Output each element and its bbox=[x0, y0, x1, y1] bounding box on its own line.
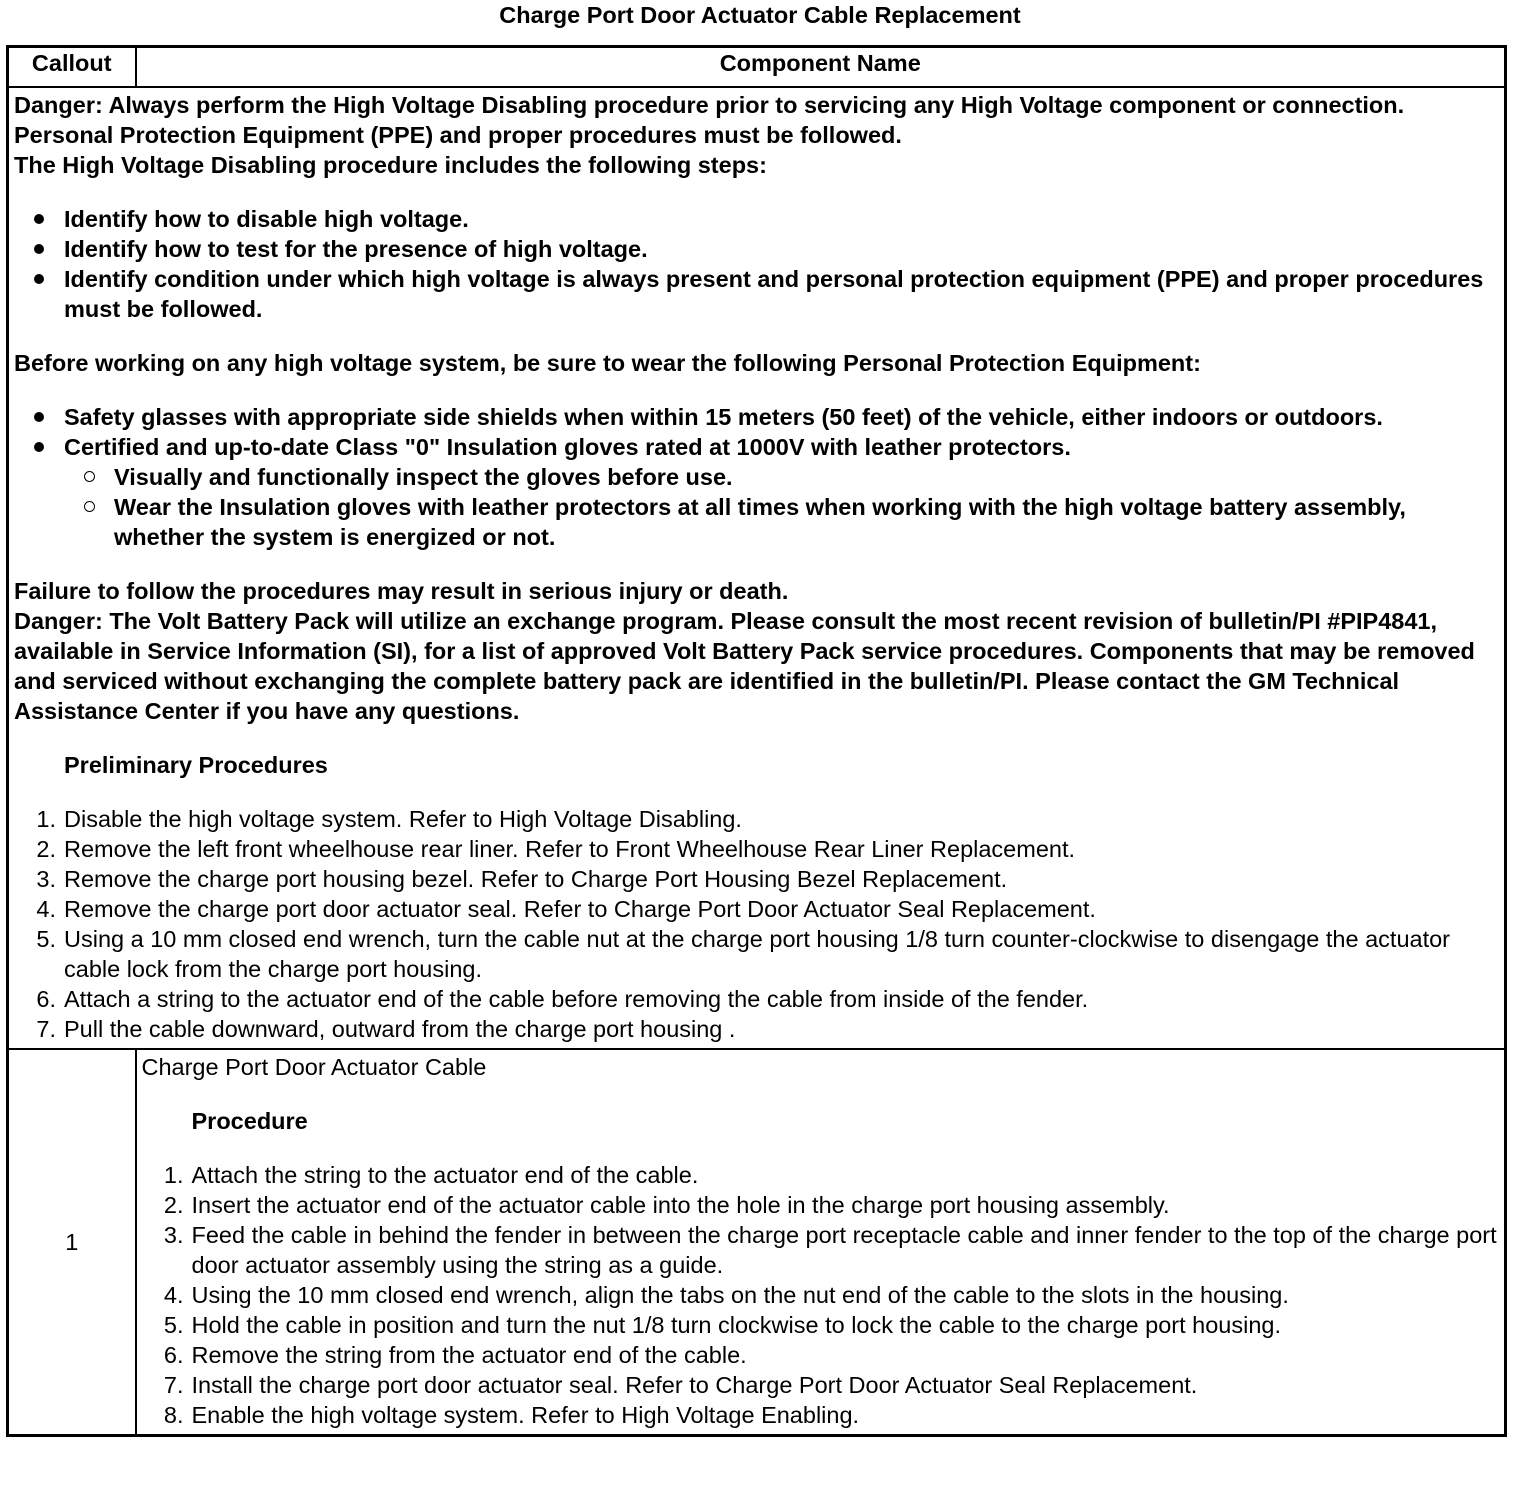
list-item bbox=[142, 1190, 1499, 1220]
list-item: Safety glasses with appropriate side shields when within 15 meters (50 feet) of the vehicle, either indoors or outdoors. bbox=[14, 402, 1498, 432]
step-text: Remove the charge port door actuator seal. Refer to Charge Port Door Actuator Seal Replacement. bbox=[64, 896, 1096, 922]
list-item bbox=[142, 1340, 1499, 1370]
step-text: Remove the string from the actuator end of the cable. bbox=[191, 1342, 747, 1368]
step-text: Attach a string to the actuator end of the cable before removing the cable from inside of the fender. bbox=[64, 986, 1089, 1012]
list-item bbox=[142, 1400, 1499, 1430]
step-text: Using the 10 mm closed end wrench, align the tabs on the nut end of the cable to the slots in the housing. bbox=[191, 1282, 1289, 1308]
step-number: 8. bbox=[163, 1402, 184, 1428]
list-item bbox=[14, 894, 1498, 924]
component-table bbox=[6, 45, 1507, 1437]
callout-number: 1 bbox=[8, 1049, 136, 1436]
list-item bbox=[14, 432, 1498, 552]
preliminary-procedures-heading: Preliminary Procedures bbox=[64, 752, 328, 778]
list-item: Identify condition under which high voltage is always present and personal protection equipment (PPE) and proper procedures must be followed. bbox=[14, 264, 1498, 324]
ppe-sub-list bbox=[64, 462, 1498, 552]
sub-list-item: Wear the Insulation gloves with leather protectors at all times when working with the high voltage battery assembly, whether the system is energized or not. bbox=[64, 492, 1498, 552]
list-item bbox=[14, 984, 1498, 1014]
list-item bbox=[142, 1220, 1499, 1280]
list-item bbox=[142, 1310, 1499, 1340]
table-row bbox=[8, 1049, 1506, 1436]
list-item bbox=[14, 1014, 1498, 1044]
table-header-row bbox=[8, 47, 1506, 88]
step-number: 1. bbox=[36, 806, 56, 832]
step-number: 4. bbox=[163, 1282, 184, 1308]
list-item bbox=[14, 834, 1498, 864]
safety-intro-row bbox=[8, 87, 1506, 1049]
step-number: 2. bbox=[163, 1192, 184, 1218]
document-title: Charge Port Door Actuator Cable Replacement bbox=[499, 2, 1021, 28]
procedure-list bbox=[142, 1160, 1499, 1430]
list-item bbox=[142, 1370, 1499, 1400]
list-item bbox=[142, 1280, 1499, 1310]
step-number: 4. bbox=[36, 896, 56, 922]
list-item: Identify how to test for the presence of high voltage. bbox=[14, 234, 1498, 264]
disabling-steps-intro: The High Voltage Disabling procedure includes the following steps: bbox=[14, 152, 767, 178]
list-item bbox=[14, 804, 1498, 834]
list-item bbox=[14, 864, 1498, 894]
battery-exchange-danger-text: Danger: The Volt Battery Pack will utilize an exchange program. Please consult the most recent revision of bulletin/PI #PIP4841, available in Service Information (SI), for a list of approved Volt Battery Pack service procedures. Components that may be removed and serviced without exchanging the complete battery pack are identified in the bulletin/PI. Please contact the GM Technical Assistance Center if you have any questions. bbox=[14, 608, 1475, 724]
ppe-intro: Before working on any high voltage system, be sure to wear the following Personal Protection Equipment: bbox=[14, 350, 1201, 376]
step-number: 5. bbox=[163, 1312, 184, 1338]
step-number: 7. bbox=[36, 1016, 56, 1042]
list-item bbox=[14, 924, 1498, 984]
sub-list-item: Visually and functionally inspect the gloves before use. bbox=[64, 462, 1498, 492]
step-number: 2. bbox=[36, 836, 56, 862]
component-cell bbox=[136, 1049, 1506, 1436]
step-text: Install the charge port door actuator seal. Refer to Charge Port Door Actuator Seal Replacement. bbox=[191, 1372, 1198, 1398]
preliminary-procedures-list bbox=[14, 804, 1498, 1044]
step-number: 6. bbox=[163, 1342, 184, 1368]
step-text: Remove the left front wheelhouse rear liner. Refer to Front Wheelhouse Rear Liner Replacement. bbox=[64, 836, 1076, 862]
list-item bbox=[142, 1160, 1499, 1190]
failure-warning-text: Failure to follow the procedures may result in serious injury or death. bbox=[14, 578, 789, 604]
safety-intro-cell bbox=[8, 87, 1506, 1049]
ppe-list bbox=[14, 402, 1498, 552]
callout-column-header: Callout bbox=[8, 47, 136, 88]
list-item: Identify how to disable high voltage. bbox=[14, 204, 1498, 234]
step-text: Pull the cable downward, outward from the charge port housing . bbox=[64, 1016, 736, 1042]
step-text: Insert the actuator end of the actuator cable into the hole in the charge port housing assembly. bbox=[191, 1192, 1170, 1218]
step-text: Using a 10 mm closed end wrench, turn the cable nut at the charge port housing 1/8 turn counter-clockwise to disengage the actuator cable lock from the charge port housing. bbox=[64, 926, 1451, 982]
disabling-steps-list bbox=[14, 204, 1498, 324]
step-number: 6. bbox=[36, 986, 56, 1012]
component-name: Charge Port Door Actuator Cable bbox=[141, 1054, 487, 1080]
step-text: Disable the high voltage system. Refer to High Voltage Disabling. bbox=[64, 806, 742, 832]
step-number: 7. bbox=[163, 1372, 184, 1398]
step-number: 5. bbox=[36, 926, 56, 952]
step-number: 3. bbox=[163, 1222, 184, 1248]
step-text: Enable the high voltage system. Refer to High Voltage Enabling. bbox=[191, 1402, 860, 1428]
step-text: Remove the charge port housing bezel. Refer to Charge Port Housing Bezel Replacement. bbox=[64, 866, 1008, 892]
step-number: 1. bbox=[163, 1162, 184, 1188]
list-item-text: Certified and up-to-date Class "0" Insulation gloves rated at 1000V with leather protectors. bbox=[64, 434, 1071, 460]
step-text: Feed the cable in behind the fender in between the charge port receptacle cable and inner fender to the top of the charge port door actuator assembly using the string as a guide. bbox=[191, 1222, 1497, 1278]
procedure-heading: Procedure bbox=[191, 1108, 308, 1134]
component-name-column-header: Component Name bbox=[136, 47, 1506, 88]
step-text: Hold the cable in position and turn the nut 1/8 turn clockwise to lock the cable to the charge port housing. bbox=[191, 1312, 1282, 1338]
step-text: Attach the string to the actuator end of the cable. bbox=[191, 1162, 699, 1188]
danger-warning-text: Danger: Always perform the High Voltage Disabling procedure prior to servicing any High Voltage component or connection. Personal Protection Equipment (PPE) and proper procedures must be followed. bbox=[14, 92, 1405, 148]
step-number: 3. bbox=[36, 866, 56, 892]
